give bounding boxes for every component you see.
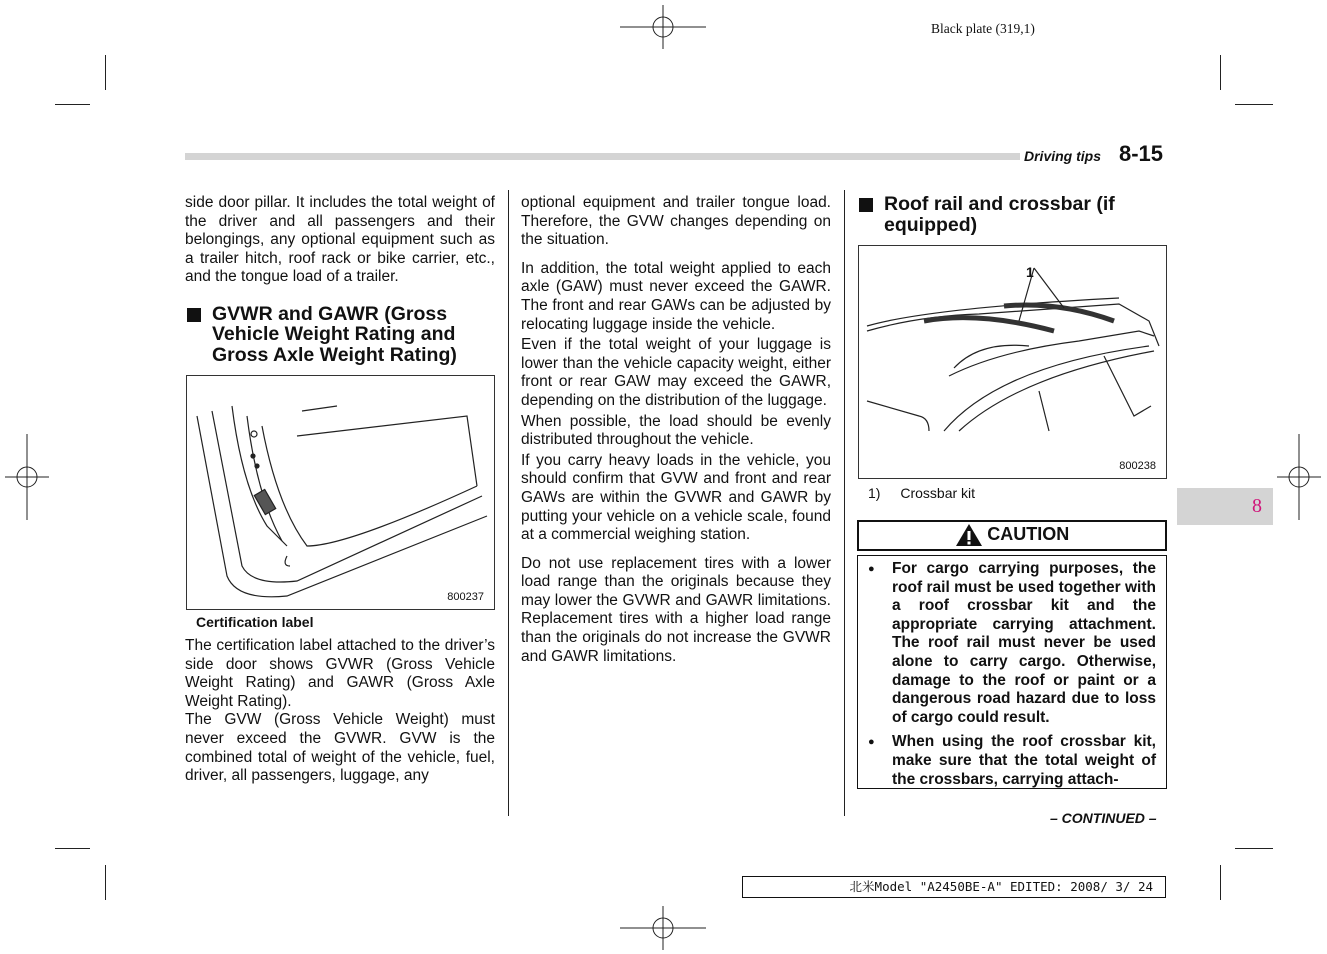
paragraph: The certification label attached to the driver’s side door shows GVWR (Gross Vehicle Weight Rating) and GAWR (Gross Axle Weight Rating). — [185, 637, 495, 710]
figure-number: 800237 — [447, 591, 484, 603]
paragraph: When possible, the load should be evenly distributed throughout the vehicle. — [521, 412, 831, 449]
warning-triangle-icon — [955, 523, 983, 547]
crop-mark — [55, 104, 90, 105]
chapter-tab[interactable] — [1177, 488, 1273, 525]
continued-label: – CONTINUED – — [1050, 810, 1157, 826]
column-1-body — [185, 637, 495, 786]
crop-mark — [55, 848, 90, 849]
registration-mark-icon — [620, 906, 706, 950]
square-bullet-icon — [859, 198, 873, 212]
door-pillar-illustration — [187, 376, 494, 609]
legend-number: 1) — [868, 485, 881, 501]
column-3 — [857, 194, 1166, 235]
crop-mark — [1235, 848, 1273, 849]
section-heading-roof-rail — [857, 194, 1166, 235]
header-bar — [185, 153, 1020, 160]
crop-mark — [105, 55, 106, 90]
square-bullet-icon — [187, 308, 201, 322]
caution-item: ● For cargo carrying purposes, the roof rail must be used together with a roof crossbar kit and the appropriate carrying attachment. The roof rail must never be used alone to carry cargo. Otherwise, damage to the roof or paint or a dangerous road hazard due to loss of cargo could result. — [868, 560, 1156, 727]
chapter-tab-number: 8 — [1252, 495, 1262, 517]
section-title: Driving tips — [1024, 148, 1102, 164]
column-divider — [508, 190, 509, 816]
paragraph: side door pillar. It includes the total weight of the driver and all passengers and their belongings, any optional equipment such as a trailer hitch, roof rack or bike carrier, etc., and the tongue load of a trailer. — [185, 194, 495, 286]
registration-mark-icon — [620, 5, 706, 49]
paragraph: If you carry heavy loads in the vehicle, you should confirm that GVW and front and rear GAWs are within the GVWR and GAWR by putting your vehicle on a vehicle scale, found at a commercial weighing station. — [521, 451, 831, 544]
crop-mark — [1220, 55, 1221, 90]
legend-text: Crossbar kit — [900, 485, 976, 501]
column-1 — [185, 194, 495, 365]
paragraph: Even if the total weight of your luggage is lower than the vehicle capacity weight, either front or rear GAW may exceed the GAWR, depending on the distribution of the luggage. — [521, 336, 831, 409]
figure-legend — [868, 485, 975, 501]
column-2 — [521, 194, 831, 666]
section-heading-gvwr — [185, 304, 495, 366]
heading-text: Roof rail and crossbar (if equipped) — [884, 193, 1115, 236]
paragraph: optional equipment and trailer tongue load. Therefore, the GVW changes depending on the situation. — [521, 194, 831, 249]
roof-crossbar-illustration — [859, 246, 1166, 478]
caution-title: CAUTION — [987, 524, 1070, 544]
plate-label: Black plate (319,1) — [931, 21, 1035, 36]
crop-mark — [1220, 865, 1221, 900]
paragraph: In addition, the total weight applied to each axle (GAW) must never exceed the GAWR. The front and rear GAWs can be adjusted by relocating luggage inside the vehicle. — [521, 259, 831, 333]
page-number: 8-15 — [1119, 141, 1164, 166]
caution-header — [857, 520, 1167, 551]
paragraph: Do not use replacement tires with a lower load range than the originals because they may lower the GVWR and GAWR limitations. Replacement tires with a higher load range than the originals do not increase the GVWR and GAWR limitations. — [521, 554, 831, 665]
footer-text: 北米Model "A2450BE-A" EDITED: 2008/ 3/ 24 — [849, 879, 1153, 894]
heading-text: GVWR and GAWR (Gross Vehicle Weight Rating and Gross Axle Weight Rating) — [212, 302, 457, 366]
paragraph: The GVW (Gross Vehicle Weight) must never exceed the GVWR. GVW is the combined total of weight of the vehicle, fuel, driver, all passengers, luggage, any — [185, 711, 495, 785]
callout-number: 1 — [1026, 264, 1034, 280]
crop-mark — [1235, 104, 1273, 105]
figure-number: 800238 — [1119, 460, 1156, 472]
edit-footer — [742, 876, 1166, 898]
figure-caption: Certification label — [196, 614, 314, 630]
registration-mark-icon — [1277, 434, 1321, 520]
registration-mark-icon — [5, 434, 49, 520]
certification-label-figure — [186, 375, 495, 610]
crop-mark — [105, 865, 106, 900]
caution-box — [857, 555, 1167, 789]
caution-item: ● When using the roof crossbar kit, make sure that the total weight of the crossbars, carrying attach- — [868, 733, 1156, 789]
crossbar-figure — [858, 245, 1167, 479]
column-divider — [844, 190, 845, 816]
